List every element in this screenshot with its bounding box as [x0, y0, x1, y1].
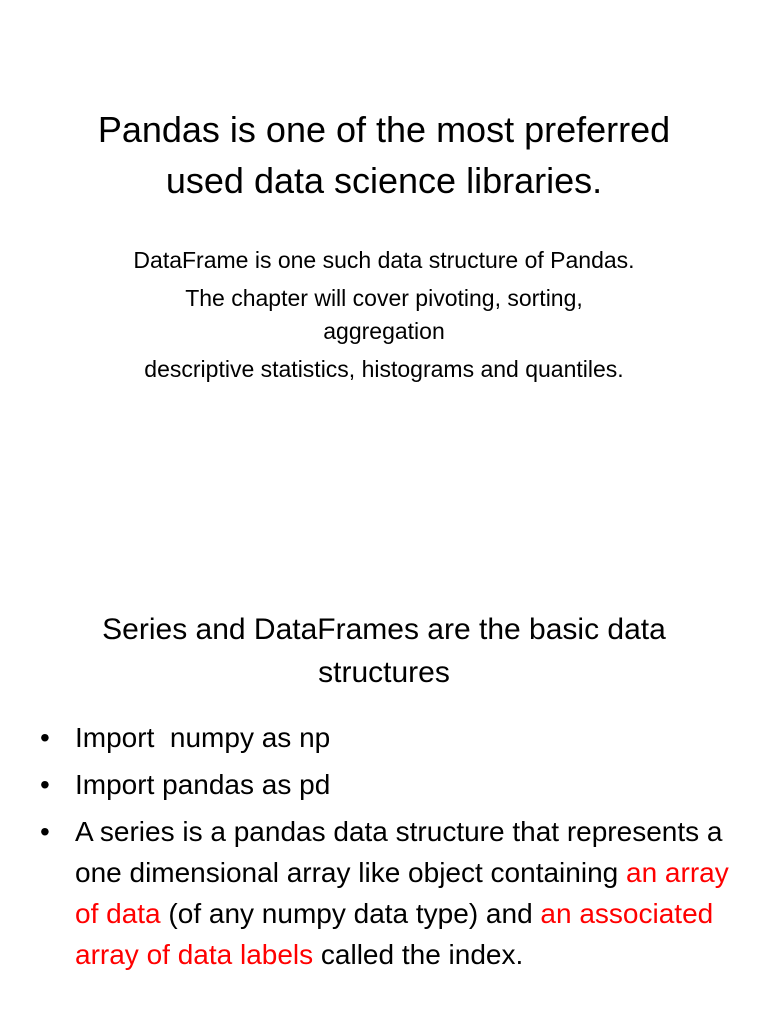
list-item — [40, 764, 738, 805]
slide-1-title — [40, 104, 728, 206]
bullet-icon: • — [40, 769, 50, 800]
slide-1-title-line-1: Pandas is one of the most preferred — [97, 109, 671, 150]
bullet-list — [40, 717, 738, 981]
slide-1-subtitle — [40, 244, 728, 386]
subtitle-line-4: descriptive statistics, histograms and quantiles. — [144, 356, 624, 382]
highlight-array-of-labels: an associated array of data labels — [75, 898, 714, 970]
highlight-array-of-data: an array of data — [75, 857, 729, 929]
slide-2-title-line-1: Series and DataFrames are the basic data — [102, 613, 666, 646]
list-item — [40, 811, 738, 975]
series-text-part-1: A series is a pandas data structure that represents a one dimensional array like object containing — [75, 816, 723, 888]
subtitle-line-3: aggregation — [323, 318, 445, 344]
subtitle-line-1: DataFrame is one such data structure of Pandas. — [133, 247, 635, 273]
series-text-part-3: called the index. — [313, 939, 524, 970]
bullet-text-import-numpy: Import numpy as np — [75, 722, 331, 753]
slide-1-title-line-2: used data science libraries. — [165, 160, 603, 201]
list-item — [40, 717, 738, 758]
bullet-text-import-pandas: Import pandas as pd — [75, 769, 331, 800]
bullet-icon: • — [40, 722, 50, 753]
series-text-part-2: (of any numpy data type) and — [160, 898, 541, 929]
slide-2 — [0, 512, 768, 1024]
subtitle-line-2: The chapter will cover pivoting, sorting, — [185, 285, 583, 311]
slide-2-title — [40, 608, 728, 694]
slide-2-title-line-2: structures — [318, 656, 450, 689]
bullet-icon: • — [40, 816, 50, 847]
